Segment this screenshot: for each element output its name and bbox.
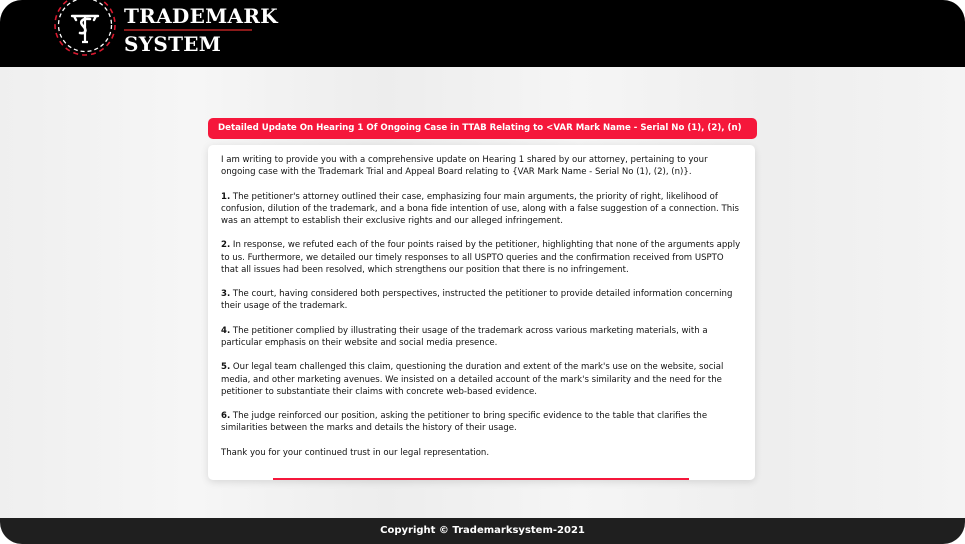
- point-paragraph: [221, 288, 743, 312]
- header: [0, 0, 965, 67]
- point-text: The court, having considered both perspectives, instructed the petitioner to provide detailed information concerning their usage of the trademark.: [221, 289, 733, 312]
- brand-logo-text[interactable]: [124, 4, 278, 55]
- point-paragraph: [221, 191, 743, 228]
- point-number: 4.: [221, 325, 231, 336]
- closing-paragraph: Thank you for your continued trust in our legal representation.: [221, 447, 490, 458]
- point-number: 5.: [221, 362, 231, 373]
- brand-line2: SYSTEM: [124, 32, 222, 56]
- point-text: The petitioner's attorney outlined their case, emphasizing four main arguments, the priority of right, likelihood of confusion, dilution of the trademark, and a bona fide intention of use, along with a false suggestion of a connection. This was an attempt to establish their exclusive rights and our alleged infringement.: [221, 191, 739, 226]
- update-title-bar: Detailed Update On Hearing 1 Of Ongoing Case in TTAB Relating to <VAR Mark Name - Serial No (1), (2), (n): [208, 118, 757, 139]
- point-text: Our legal team challenged this claim, questioning the duration and extent of the mark's use on the website, social media, and other marketing avenues. We insisted on a detailed account of the mark's similarity and the need for the petitioner to substantiate their claims with concrete web-based evidence.: [221, 362, 724, 397]
- point-paragraph: [221, 410, 743, 434]
- update-card: [208, 145, 755, 480]
- point-text: The judge reinforced our position, asking the petitioner to bring specific evidence to the table that clarifies the similarities between the marks and details the history of their usage.: [221, 411, 708, 434]
- brand-divider: [124, 29, 252, 31]
- point-number: 3.: [221, 289, 231, 300]
- point-text: The petitioner complied by illustrating their usage of the trademark across various marketing materials, with a particular emphasis on their website and social media presence.: [221, 325, 708, 348]
- point-text: In response, we refuted each of the four points raised by the petitioner, highlighting that none of the arguments apply to us. Furthermore, we detailed our timely responses to all USPTO queries and the confirmation received from USPTO that all issues had been resolved, which strengthens our position that there is no infringement.: [221, 240, 741, 275]
- point-paragraph: [221, 239, 743, 276]
- point-number: 1.: [221, 191, 231, 202]
- point-number: 2.: [221, 240, 231, 251]
- intro-paragraph: I am writing to provide you with a comprehensive update on Hearing 1 shared by our attorney, pertaining to your ongoing case with the Trademark Trial and Appeal Board relating to {VAR Mark Name - Serial No (1), (2), (n)}.: [221, 155, 708, 178]
- point-paragraph: [221, 361, 743, 398]
- point-number: 6.: [221, 411, 231, 422]
- copyright-text: Copyright © Trademarksystem-2021: [380, 525, 585, 536]
- brand-line1: TRADEMARK: [124, 4, 278, 28]
- ts-monogram-icon[interactable]: [52, 0, 118, 58]
- point-paragraph: [221, 325, 743, 349]
- card-accent-underline: [273, 478, 689, 480]
